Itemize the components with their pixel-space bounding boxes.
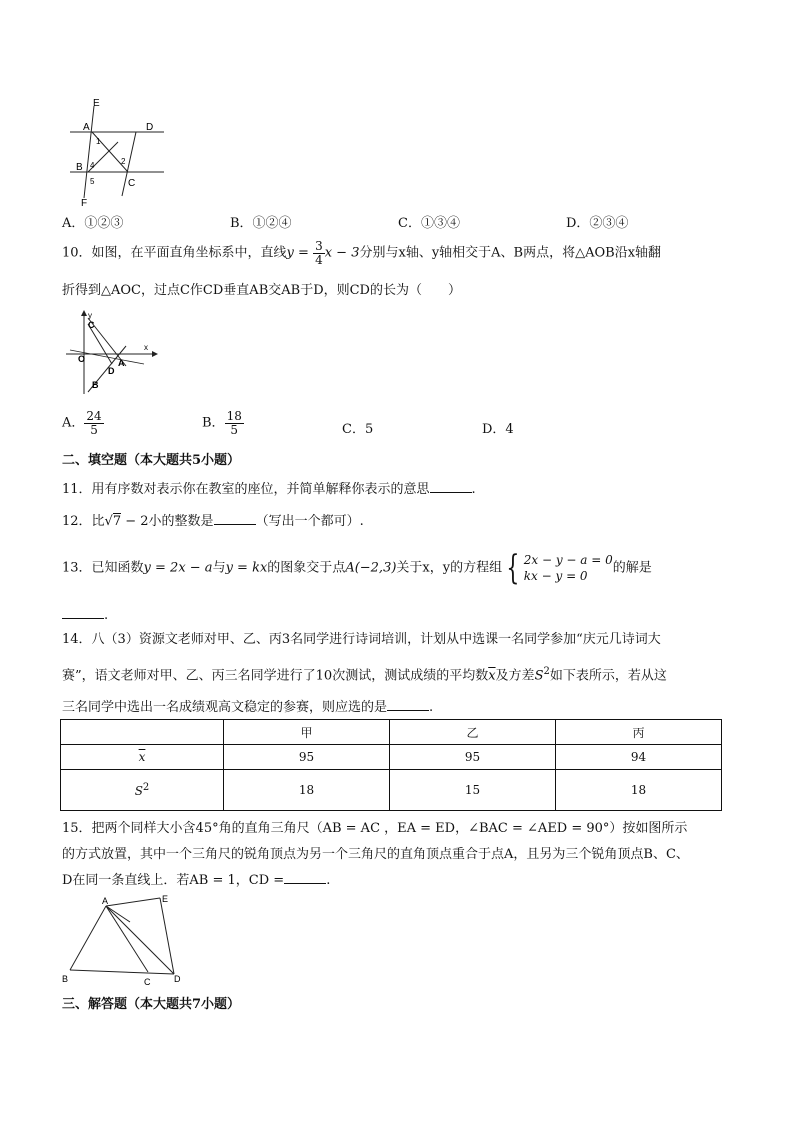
q10-option-b-letter: B． xyxy=(202,415,225,431)
q12-radical-sign: √ xyxy=(104,514,113,529)
q10-frac-num: 3 xyxy=(315,239,323,253)
q10-label-c: C xyxy=(88,320,95,330)
q10-option-d: D．4 xyxy=(482,422,514,437)
q9-option-d: D．②③④ xyxy=(566,216,629,231)
q15-line3-end: . xyxy=(326,873,331,888)
q10-text-post: 分别与x轴、y轴相交于A、B两点，将△AOB沿x轴翻 xyxy=(359,245,662,261)
q10-option-b-num: 18 xyxy=(226,409,242,423)
q13-eq2: kx − y = 0 xyxy=(523,569,588,583)
q10-label-d: D xyxy=(108,366,115,376)
table-mean-symbol: $\overline{x}$ xyxy=(138,750,146,764)
q12-pre: 12．比 xyxy=(62,514,105,529)
q14-line2-post: 如下表所示，若从这 xyxy=(549,668,667,684)
q10-line1 xyxy=(62,240,661,266)
q13-system xyxy=(524,552,613,584)
table-var-bing: 18 xyxy=(556,770,722,811)
table-header-bing: 丙 xyxy=(556,720,722,745)
q10-option-a-letter: A． xyxy=(62,415,85,431)
q9-label-e: E xyxy=(93,98,100,109)
table-mean-jia: 95 xyxy=(224,745,390,770)
q13-function1: y = 2x − a xyxy=(143,560,213,576)
table-header-blank xyxy=(61,720,224,745)
q9-label-a: A xyxy=(83,122,90,133)
table-var-sup: 2 xyxy=(142,782,150,793)
q10-option-a-num: 24 xyxy=(86,409,102,423)
q10-label-b: B xyxy=(92,380,99,390)
section3-title: 三、解答题（本大题共7小题） xyxy=(62,997,241,1012)
q10-text-pre: 10．如图，在平面直角坐标系中，直线 xyxy=(62,245,287,261)
q13-brace: { xyxy=(506,548,520,588)
q10-option-b xyxy=(202,410,244,436)
table-var-symbol: S xyxy=(134,784,143,798)
q13-mid3: 关于x，y的方程组 xyxy=(396,560,503,576)
q11-end: . xyxy=(471,482,476,497)
q13-function2: y = kx xyxy=(225,560,268,576)
table-var-label xyxy=(61,770,224,811)
q11-answer-blank xyxy=(430,481,472,493)
table-row-mean xyxy=(61,745,722,770)
q13-mid1: 与 xyxy=(212,560,226,576)
q10-label-o: O xyxy=(78,354,86,364)
q10-label-y: y xyxy=(88,311,92,320)
q12-radicand: 7 xyxy=(112,514,122,529)
table-row-variance xyxy=(61,770,722,811)
table-var-yi: 15 xyxy=(390,770,556,811)
q10-option-b-den: 5 xyxy=(225,423,244,437)
q10-y-arrow xyxy=(81,310,87,316)
q9-label-f: F xyxy=(81,198,88,208)
q12-answer-blank xyxy=(214,513,256,525)
q10-frac-den: 4 xyxy=(315,252,323,267)
q9-option-b: B．①②④ xyxy=(230,216,292,231)
q15-figure xyxy=(60,892,190,988)
q15-line-a-mid xyxy=(106,906,130,922)
q9-label-5: 5 xyxy=(90,177,95,186)
q11-text: 11．用有序数对表示你在教室的座位，并简单解释你表示的意思 xyxy=(62,482,430,497)
q15-line-ab xyxy=(70,906,106,970)
q15-line1: 15．把两个同样大小含45°角的直角三角尺（AB = AC ，EA = ED，∠BAC = ∠AED = 90°）按如图所示 xyxy=(62,821,688,836)
q14-s2-sup: 2 xyxy=(543,666,550,677)
q13 xyxy=(62,548,652,588)
q10-x-arrow xyxy=(152,351,158,357)
q10-label-x: x xyxy=(144,343,148,352)
table-var-jia: 18 xyxy=(224,770,390,811)
q10-eq-rest: x − 3 xyxy=(324,245,360,261)
q15-line3 xyxy=(62,872,330,887)
q13-mid2: 的图象交于点 xyxy=(267,560,346,576)
q15-label-a: A xyxy=(102,896,109,906)
q9-figure xyxy=(66,96,170,208)
q9-label-1: 1 xyxy=(96,137,101,146)
q15-line3-pre: D在同一条直线上．若AB = 1，CD = xyxy=(62,873,285,888)
q10-eq-y: y xyxy=(286,245,294,261)
q15-label-c: C xyxy=(144,977,151,987)
q10-option-a-den: 5 xyxy=(84,423,103,437)
table-header-jia: 甲 xyxy=(224,720,390,745)
q15-label-d: D xyxy=(174,974,181,984)
section2-title: 二、填空题（本大题共5小题） xyxy=(62,453,241,468)
q14-xbar: $\overline{x}$ xyxy=(488,668,496,684)
q15-line-ac xyxy=(106,906,148,972)
q13-eq1: 2x − y − a = 0 xyxy=(523,552,613,567)
q9-label-c: C xyxy=(128,178,136,189)
q13-post: 的解是 xyxy=(612,560,652,576)
table-mean-yi: 95 xyxy=(390,745,556,770)
q9-label-4: 4 xyxy=(90,161,95,170)
q9-label-d: D xyxy=(146,122,154,133)
q14-line2 xyxy=(62,667,667,682)
q10-eq-fraction xyxy=(313,240,325,266)
q14-answer-blank xyxy=(387,699,429,711)
q15-line-ae xyxy=(106,898,160,906)
q15-line-bd xyxy=(70,970,174,974)
q12-mid: − 2小的整数是 xyxy=(121,514,214,529)
table-header-row xyxy=(61,720,722,745)
q14-line2-pre: 赛”，语文老师对甲、乙、丙三名同学进行了10次测试，测试成绩的平均数 xyxy=(62,668,489,684)
q12 xyxy=(62,513,364,528)
q10-option-a xyxy=(62,410,104,436)
q12-post: （写出一个都可）. xyxy=(255,514,364,529)
q14-s2: S xyxy=(534,668,544,684)
q13-answer xyxy=(62,607,108,622)
q15-label-b: B xyxy=(62,974,69,984)
q14-line3 xyxy=(62,699,433,714)
q14-line1: 14．八（3）资源文老师对甲、乙、丙3名同学进行诗词培训，计划从中选课一名同学参加“庆元几诗词大 xyxy=(62,632,661,647)
q10-option-a-fraction xyxy=(84,410,103,436)
q9-option-a: A．①②③ xyxy=(62,216,124,231)
q11 xyxy=(62,481,476,496)
table-mean-bing: 94 xyxy=(556,745,722,770)
q10-eq-eq: = xyxy=(293,245,314,261)
q9-label-b: B xyxy=(76,162,83,173)
q10-option-c: C．5 xyxy=(342,422,374,437)
q13-answer-blank xyxy=(62,607,104,619)
q14-score-table xyxy=(60,719,722,811)
q14-line3-end: . xyxy=(429,700,434,715)
table-header-yi: 乙 xyxy=(390,720,556,745)
q15-answer-blank xyxy=(284,872,326,884)
q10-figure xyxy=(64,310,164,400)
q10-option-b-fraction xyxy=(225,410,244,436)
q13-point: A(−2,3) xyxy=(345,560,397,576)
q15-label-e: E xyxy=(162,894,169,904)
table-mean-label xyxy=(61,745,224,770)
q9-label-2: 2 xyxy=(121,157,126,166)
q13-end: . xyxy=(104,608,109,623)
q15-line2: 的方式放置，其中一个三角尺的锐角顶点为另一个三角尺的直角顶点重合于点A，且另为三个锐角顶点B、C、 xyxy=(62,847,689,862)
q13-pre: 13．已知函数 xyxy=(62,560,144,576)
q14-line2-mid: 及方差 xyxy=(495,668,535,684)
q9-option-c: C．①③④ xyxy=(398,216,460,231)
q14-line3-text: 三名同学中选出一名成绩观高文稳定的参赛，则应选的是 xyxy=(62,700,388,715)
q10-line2: 折得到△AOC，过点C作CD垂直AB交AB于D，则CD的长为（ ） xyxy=(62,283,461,298)
q10-label-a: A xyxy=(118,358,125,368)
